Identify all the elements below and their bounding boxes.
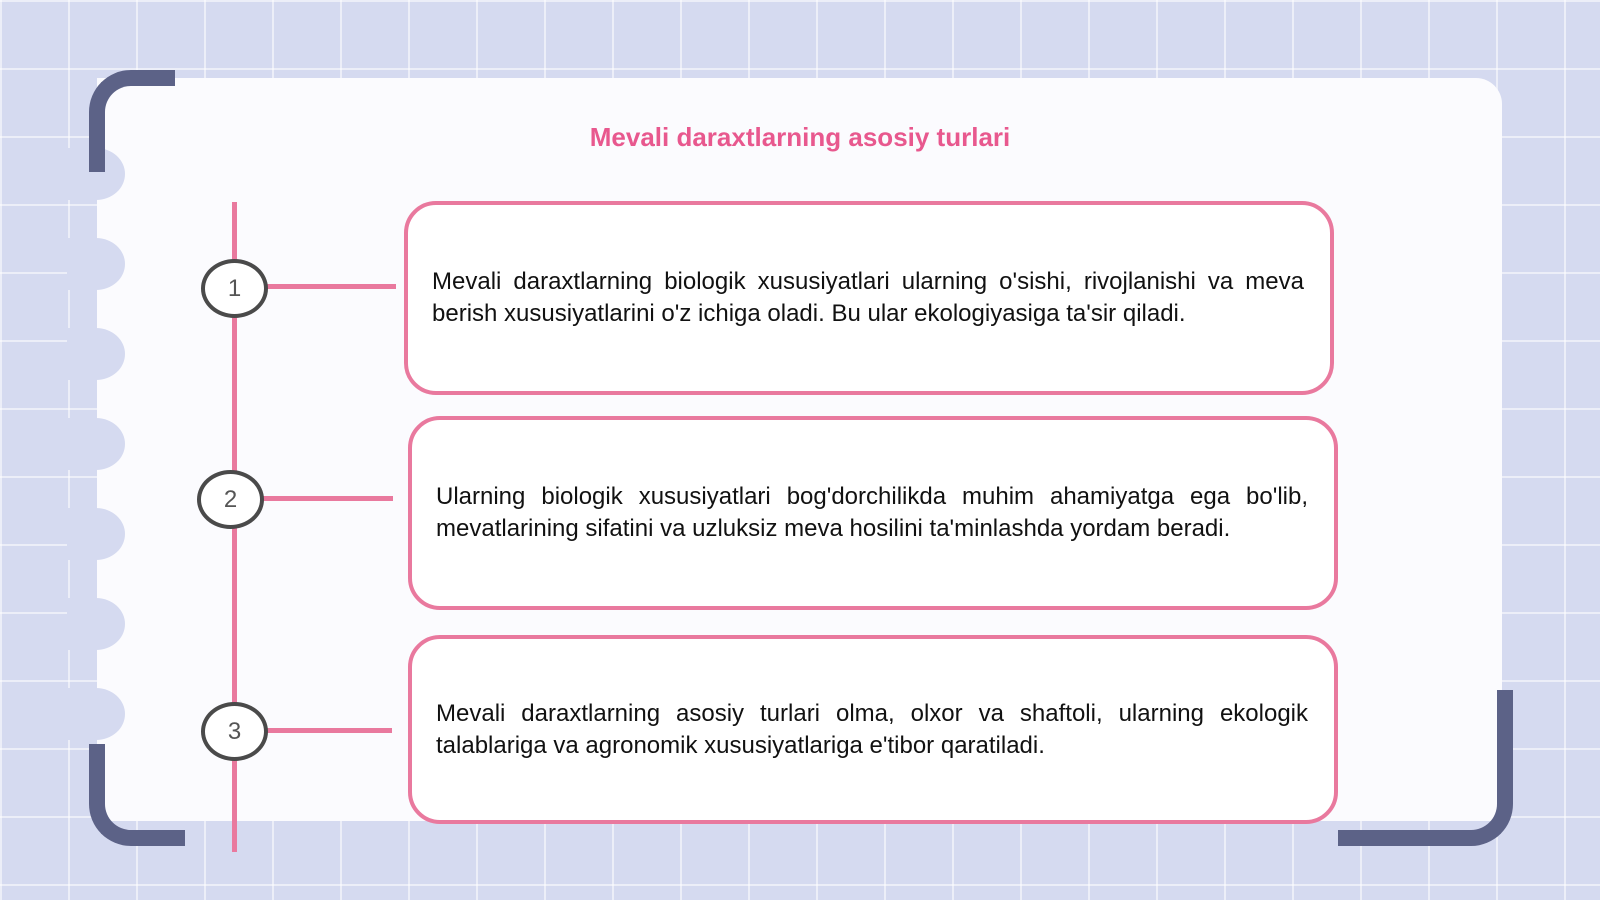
- timeline-connector: [266, 284, 396, 289]
- info-box-text: Ularning biologik xususiyatlari bog'dorchilikda muhim ahamiyatga ega bo'lib, mevatlarining sifatini va uzluksiz meva hosilini ta'minlashda yordam beradi.: [436, 483, 1308, 542]
- info-box: [408, 416, 1338, 610]
- corner-bracket-bottom-left: [89, 744, 185, 846]
- step-number-circle: 1: [201, 259, 268, 318]
- paper-scallop: [67, 328, 125, 380]
- step-number-circle: 3: [201, 702, 268, 761]
- info-box-text: Mevali daraxtlarning biologik xususiyatlari ularning o'sishi, rivojlanishi va meva berish xususiyatlarini o'z ichiga oladi. Bu ular ekologiyasiga ta'sir qiladi.: [432, 268, 1304, 327]
- info-box: [408, 635, 1338, 824]
- paper-scallop: [67, 238, 125, 290]
- step-number-circle: 2: [197, 470, 264, 529]
- info-box: [404, 201, 1334, 395]
- corner-bracket-bottom-right: [1338, 690, 1513, 846]
- paper-scallop: [67, 598, 125, 650]
- slide-title: Mevali daraxtlarning asosiy turlari: [589, 122, 1011, 152]
- paper-scallop: [67, 508, 125, 560]
- corner-bracket-top-left: [89, 70, 175, 172]
- timeline-connector: [266, 728, 392, 733]
- paper-scallop: [67, 418, 125, 470]
- paper-scallop: [67, 688, 125, 740]
- timeline-connector: [263, 496, 393, 501]
- info-box-text: Mevali daraxtlarning asosiy turlari olma, olxor va shaftoli, ularning ekologik talablariga va agronomik xususiyatlariga e'tibor qaratiladi.: [436, 699, 1308, 759]
